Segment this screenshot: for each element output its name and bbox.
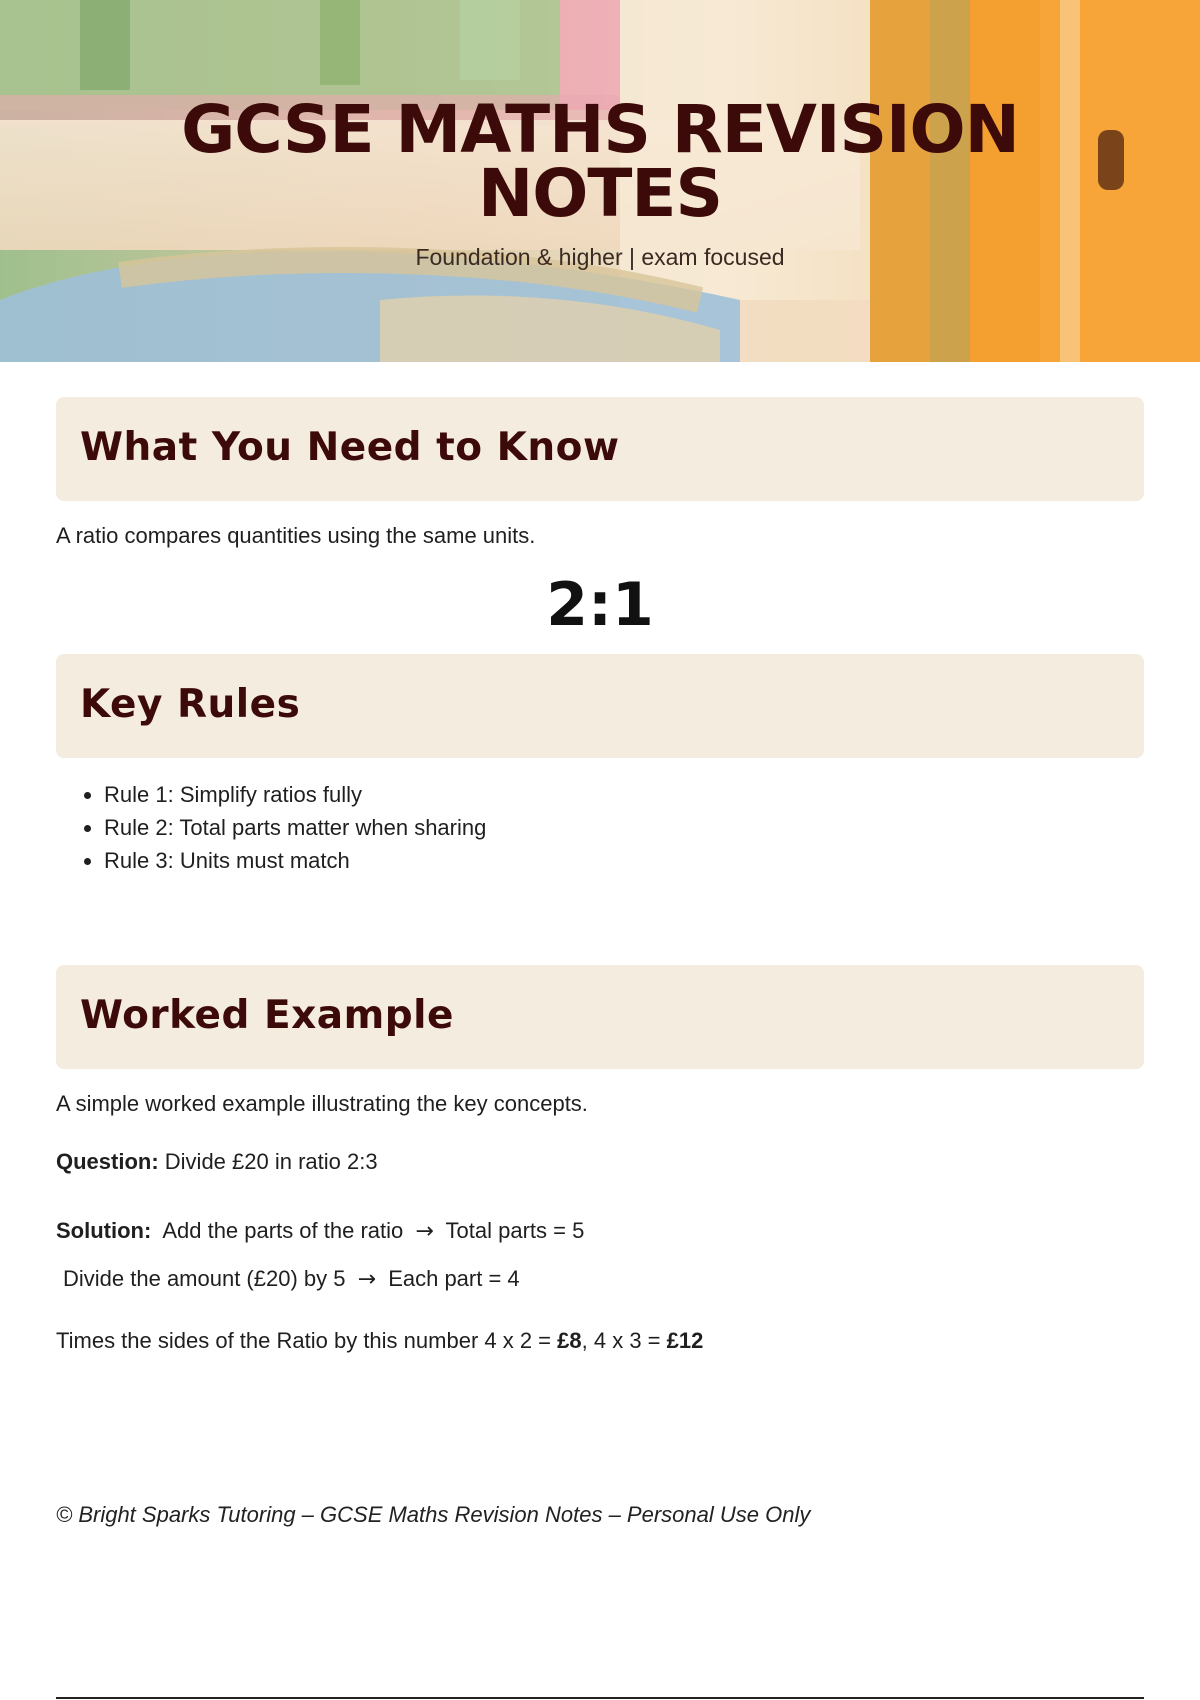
question-line [56, 1149, 378, 1175]
worked-intro: A simple worked example illustrating the key concepts. [56, 1091, 588, 1116]
page-title-line2: NOTES [478, 155, 722, 232]
answer-second: £12 [666, 1328, 704, 1353]
answer-first: £8 [557, 1328, 582, 1353]
rules-list [56, 778, 486, 877]
arrow-icon: → [357, 1267, 377, 1292]
solution-label: Solution: [56, 1218, 152, 1243]
question-text: Divide £20 in ratio 2:3 [158, 1149, 378, 1174]
section-heading-rules: Key Rules [80, 682, 301, 727]
arrow-icon: → [415, 1219, 434, 1244]
section-header-worked [56, 965, 1144, 1069]
step3-text-2: , 4 x 3 = [581, 1328, 667, 1353]
header-banner [0, 0, 1200, 362]
ratio-example: 2:1 [546, 570, 654, 640]
solution-step-2 [63, 1266, 520, 1292]
know-intro: A ratio compares quantities using the same units. [56, 523, 536, 548]
section-heading-know: What You Need to Know [80, 425, 620, 470]
step3-text: Times the sides of the Ratio by this number 4 x 2 = [56, 1328, 558, 1353]
solution-step-3 [56, 1328, 703, 1354]
section-heading-worked: Worked Example [80, 993, 454, 1038]
bottom-divider [56, 1697, 1144, 1699]
question-label: Question: [56, 1149, 159, 1174]
step1-text: Add the parts of the ratio [162, 1218, 404, 1243]
list-item: • Rule 3: Units must match [104, 844, 486, 877]
section-header-know [56, 397, 1144, 501]
page-title [0, 91, 1200, 232]
section-header-rules [56, 654, 1144, 758]
step2-result: Each part = 4 [388, 1266, 520, 1291]
page-subtitle: Foundation & higher | exam focused [415, 244, 785, 270]
list-item: • Rule 2: Total parts matter when sharing [104, 811, 486, 844]
list-item: • Rule 1: Simplify ratios fully [104, 778, 486, 811]
step2-text: Divide the amount (£20) by 5 [63, 1266, 346, 1291]
solution-step-1 [56, 1218, 584, 1244]
page-title-line1: GCSE MATHS REVISION [181, 91, 1019, 168]
step1-result: Total parts = 5 [445, 1218, 585, 1243]
footer-note: © Bright Sparks Tutoring – GCSE Maths Revision Notes – Personal Use Only [56, 1502, 811, 1527]
